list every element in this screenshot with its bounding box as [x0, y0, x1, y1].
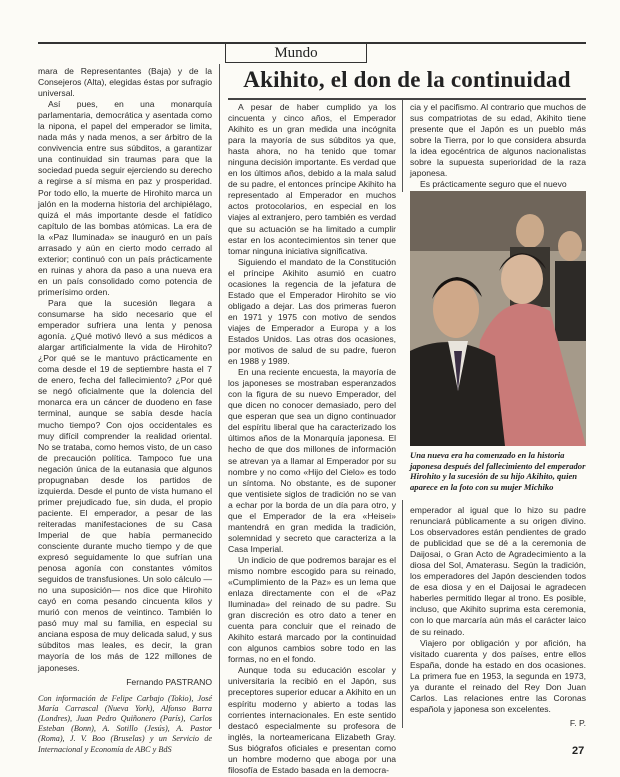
photo-caption: Una nueva era ha comenzado en la historia japonesa después del fallecimiento del emperador Hirohito y la sucesión de su hijo Akihito, quien aparece en la foto con su mujer Michiko: [410, 450, 586, 492]
column-divider-left: [219, 64, 220, 729]
credits-note: Con información de Felipe Carbajo (Tokio), José María Carrascal (Nueva York), Alfonso Barra (Londres), Juan Pedro Quiñonero (París), Carlos Esteban (Bonn), A. Sotillo (Jesús), A. Pastor (Roma), J. V. Boo (Bruselas) y un Servicio de Internacional y Economía de ABC y BdS: [38, 693, 212, 754]
author-signature: Fernando PASTRANO: [126, 676, 212, 687]
col2-paragraph: En una reciente encuesta, la mayoría de los japoneses se mostraban esperanzados con la figura de su nuevo Emperador, del que dicen no conocer demasiado, pero del que esperan que sea un digno continuador del espíritu liberal que ha caracterizado los últimos años de la Monarquía japonesa. El hecho de que dos millones de información se atrevan ya a llamar al Emperador por su nombre y no como «Hijo del Cielo» es todo un síntoma. No obstante, es de suponer que ventisiete siglos de tradición no se van a echar por la borda de un día para otro, y que el Emperador de la era «Heisei» mantendrá en gran medida la tradición, solemnidad y secreto que caracteriza a la Casa Imperial.: [228, 367, 396, 554]
col1-paragraph: Para que la sucesión llegara a consumarse ha sido necesario que el emperador sufriera una lenta y penosa agonía. ¿Qué motivó llevó a sus médicos a alargar artificialmente la vida de Hirohito? ¿Por qué se le mantuvo prácticamente en coma desde el 19 de septiembre hasta el 7 de enero, fecha del fallecimiento? ¿Por qué se negó oficialmente que la dolencia del monarca era un cáncer de duodeno en fase terminal, aunque se sabía desde hacía mucho tiempo? Con ojos occidentales es muy difícil comprender la realidad oriental. No se trataba, como hemos visto, de un caso de precaución política. Tampoco fue una negación única de la eutanasia que algunos propugnaban desde los partidos de izquierda. Desde el punto de vista humano el primer prejudicado fue, sin duda, el propio paciente. El emperador, a pesar de las reiteradas manifestaciones de su Casa Imperial de que había permanecido consciente durante mucho tiempo y de que expresó seguidamente lo que sufrían una penosa agonía con constantes vómitos seguidos de transfusiones. Un solo cálculo —no una suposición— nos dice que Hirohito cayó en coma pesando cincuenta kilos y murió con menos de veintinco. También lo pasó muy mal su familia, en especial su anciana esposa de muy delicada salud, y sus súbditos mas leales, es decir, la gran mayoría de los más de 122 millones de japoneses.: [38, 297, 212, 673]
article-column-1: [38, 66, 212, 755]
author-initials: F. P.: [569, 717, 586, 728]
col1-paragraph: mara de Representantes (Baja) y de la Consejeros (Alta), elegidas éstas por sufragio universal.: [38, 66, 212, 99]
col3-paragraph: Viajero por obligación y por afición, ha visitado cuarenta y dos países, entre ellos España, donde ha estado en dos ocasiones. La primera fue en 1953, la segunda en 1973, ya durante el reinado del Rey Don Juan Carlos. Las relaciones entre las Coronas española y japonesa son excelentes.: [410, 637, 586, 714]
photo-illustration: [410, 191, 586, 446]
page-number: 27: [572, 745, 585, 757]
article-column-3-top: [410, 102, 586, 190]
col3-paragraph: cia y el pacifismo. Al contrario que muchos de sus compatriotas de su edad, Akihito tiene presente que el Japón es un pueblo más sobre la Tierra, por lo que considera absurda la idea egocéntrica de algunos nacionalistas sobre la supuesta superioridad de la raza japonesa.: [410, 102, 586, 179]
section-label: Mundo: [225, 44, 367, 63]
column-divider-right: [402, 100, 403, 192]
headline: Akihito, el don de la continuidad: [243, 67, 571, 92]
col2-paragraph: Aunque toda su educación escolar y universitaria la recibió en el Japón, sus preceptores superior educar a Akihito en un espíritu moderno y abierto a todas las corrientes internacionales. En este sentido destacó especialmente su profesora de inglés, la norteamericana Elizabeth Gray. Sus biógrafos oficiales e presentan como un hombre moderno que aboga por una filosofía de Estado basada en la democra-: [228, 665, 396, 775]
col3-paragraph: Es prácticamente seguro que el nuevo: [420, 179, 567, 190]
col3-paragraph: emperador al igual que lo hizo su padre renunciará públicamente a su origen divino. Los observadores están pendientes de grado de publicidad que se dé a la ceremonia de Daijosai, o Gran Acto de Agradecimiento a la diosa del Sol, Amaterasu. Según la tradición, los emperadores del Japón descienden todos de esa diosa y en el Daijosai le agradecen haberles permitido llegar al trono. Es posible, incluso, que Akihito suprima esta ceremonia, con lo que marcaría aún más el carácter laico de su reinado.: [410, 505, 586, 637]
col2-paragraph: Un indicio de que podremos barajar es el mismo nombre escogido para su reinado, «Cumplimiento de la Paz» es un lema que enlaza directamente con el de «Paz Iluminada» del reinado de su padre. Su gran discreción es otro dato a tener en cuenta para concluir que el reinado de Akihito estará marcado por la continuidad con algunos cambios sobre todo en las formas, no en el fondo.: [228, 554, 396, 665]
akihito-michiko-photo: [410, 191, 586, 446]
column-divider-right-lower: [402, 500, 403, 728]
col2-paragraph: A pesar de haber cumplido ya los cincuenta y cinco años, el Emperador Akihito es un gran medida una incógnita para la mayoría de sus súbditos ya que, hasta ahora, no ha tenido que tomar ninguna decisión importante. Es verdad que en los últimos años, debido a la mala salud de su padre, el entonces príncipe Akihito ha representado al Emperador en muchos actos protocolarios, en especial en los viajes al extranjero, pero también es verdad que su actuación se ha limitado a cumplir estar en los acontecimientos sin tener que tomar ninguna iniciativa significativa.: [228, 102, 396, 256]
article-column-2: [228, 102, 396, 776]
col1-paragraph: Así pues, en una monarquía parlamentaria, democrática y asentada como la nipona, el papel del emperador se limita, nada más y nada menos, a ser árbitro de la convivencia entre sus súbditos, a garantizar una continuidad sin traumas para que la sociedad pueda seguir ejerciendo su derecho a regirse a sí misma en paz y prosperidad. Por todo ello, la muerte de Hirohito marca un jalón en la moderna historia del archipiélago, quizá el más importante desde el fatídico capítulo de las bombas atómicas. La era de la «Paz Iluminada» se inauguró en un país arrasado y aún en cierto modo cerrado al exterior; continuó con un país prácticamente en ruinas y ahora da paso a una nueva era en un país consolidado como potencia de primerísimo orden.: [38, 99, 212, 297]
headline-rule: [228, 98, 586, 100]
article-column-3-bottom: [410, 505, 586, 729]
col2-paragraph: Siguiendo el mandato de la Constitución el príncipe Akihito asumió en cuatro ocasiones la regencia de la jefatura de Estado que el Emperador Hirohito se vio obligado a dejar. Las dos primeras fueron en 1971 y 1975 con motivo de sendos viajes de Emperador a Europa y a los Estados Unidos. Las otras dos ocasiones, por motivos de salud de su padre, fueron en 1988 y 1989.: [228, 256, 396, 367]
